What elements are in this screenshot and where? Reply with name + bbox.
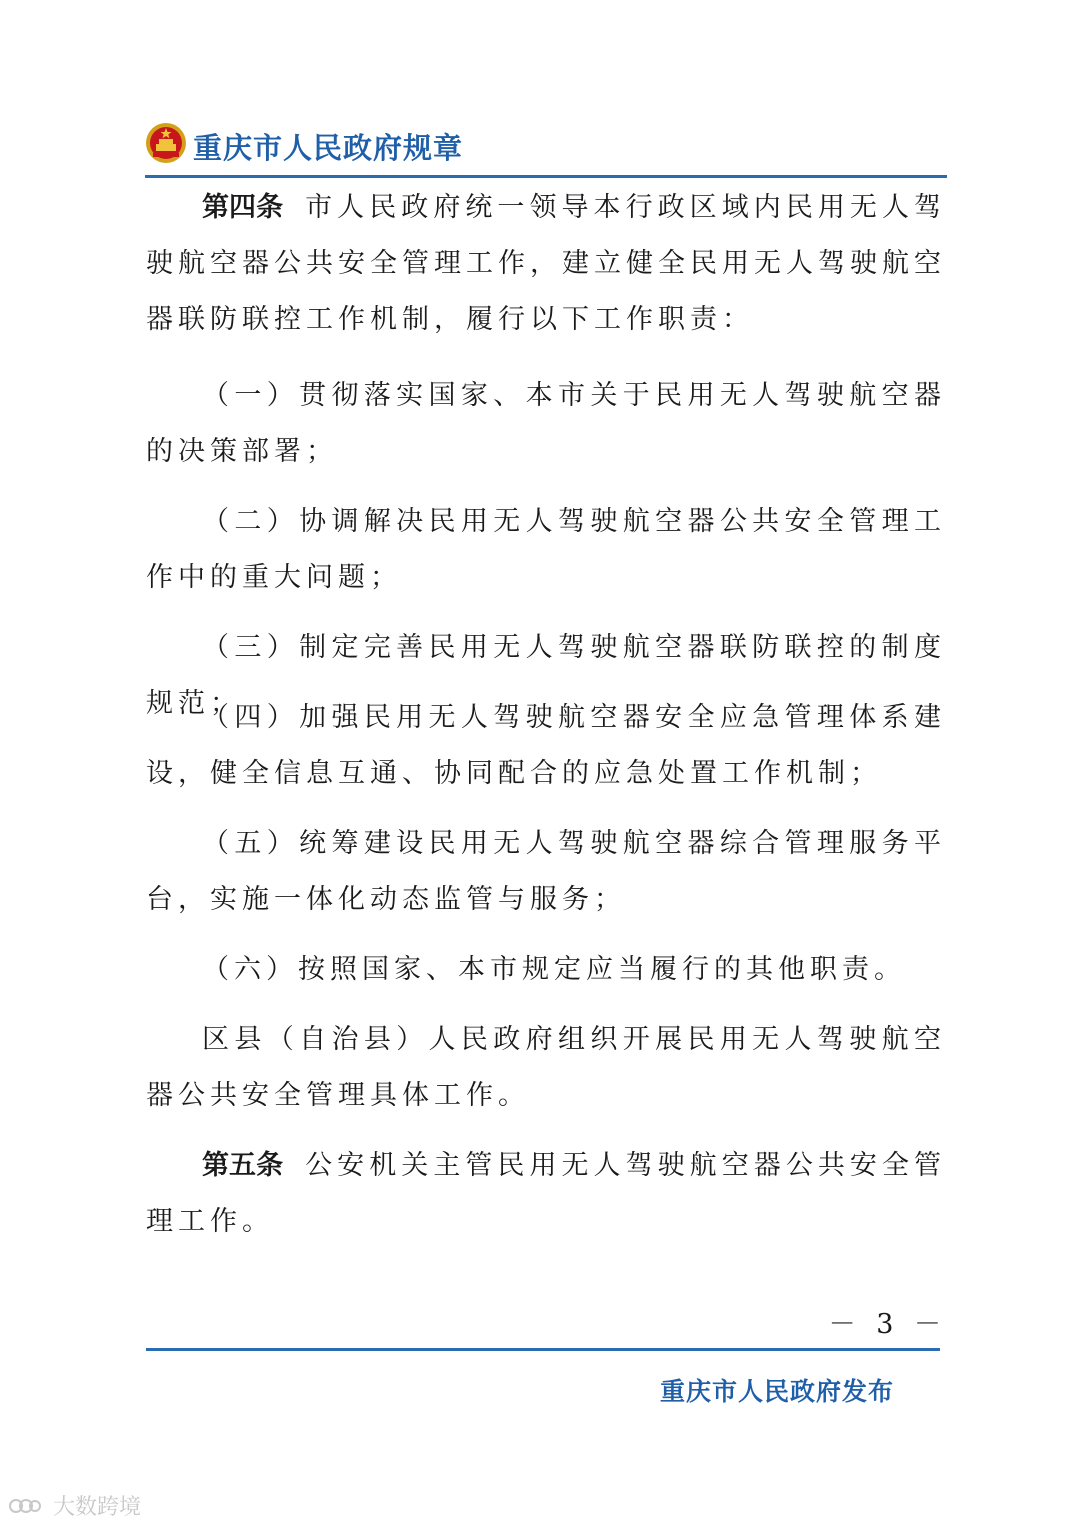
article-number: 第五条 [202,1150,284,1181]
list-item: （四）加强民用无人驾驶航空器安全应急管理体系建设，健全信息互通、协同配合的应急处置工作机制； [146,702,946,789]
watermark [8,1490,141,1521]
page-title: 重庆市人民政府规章 [193,131,464,165]
article-5 [146,1138,946,1250]
brand-logo-icon [8,1495,42,1517]
page-header [145,118,947,180]
publisher-label: 重庆市人民政府发布 [659,1377,894,1406]
header-divider [145,175,947,178]
article-4 [146,180,946,348]
list-item: （二）协调解决民用无人驾驶航空器公共安全管理工作中的重大问题； [146,506,946,593]
article-text: 市人民政府统一领导本行政区域内民用无人驾驶航空器公共安全管理工作，建立健全民用无人驾驶航空器联防联控工作机制，履行以下工作职责： [146,192,947,335]
list-item: （五）统筹建设民用无人驾驶航空器综合管理服务平台，实施一体化动态监管与服务； [146,828,946,915]
footer-divider [146,1348,940,1351]
list-item: （六）按照国家、本市规定应当履行的其他职责。 [202,954,906,985]
district-paragraph: 区县（自治县）人民政府组织开展民用无人驾驶航空器公共安全管理具体工作。 [146,1024,946,1111]
list-item: （一）贯彻落实国家、本市关于民用无人驾驶航空器的决策部署； [146,380,946,467]
article-text: 公安机关主管民用无人驾驶航空器公共安全管理工作。 [146,1150,947,1237]
page-number: － 3 － [828,1309,947,1340]
article-number: 第四条 [202,192,284,223]
national-emblem-icon [145,122,187,164]
watermark-label: 大数跨境 [53,1495,142,1520]
list-item: （三）制定完善民用无人驾驶航空器联防联控的制度规范； [146,632,946,719]
